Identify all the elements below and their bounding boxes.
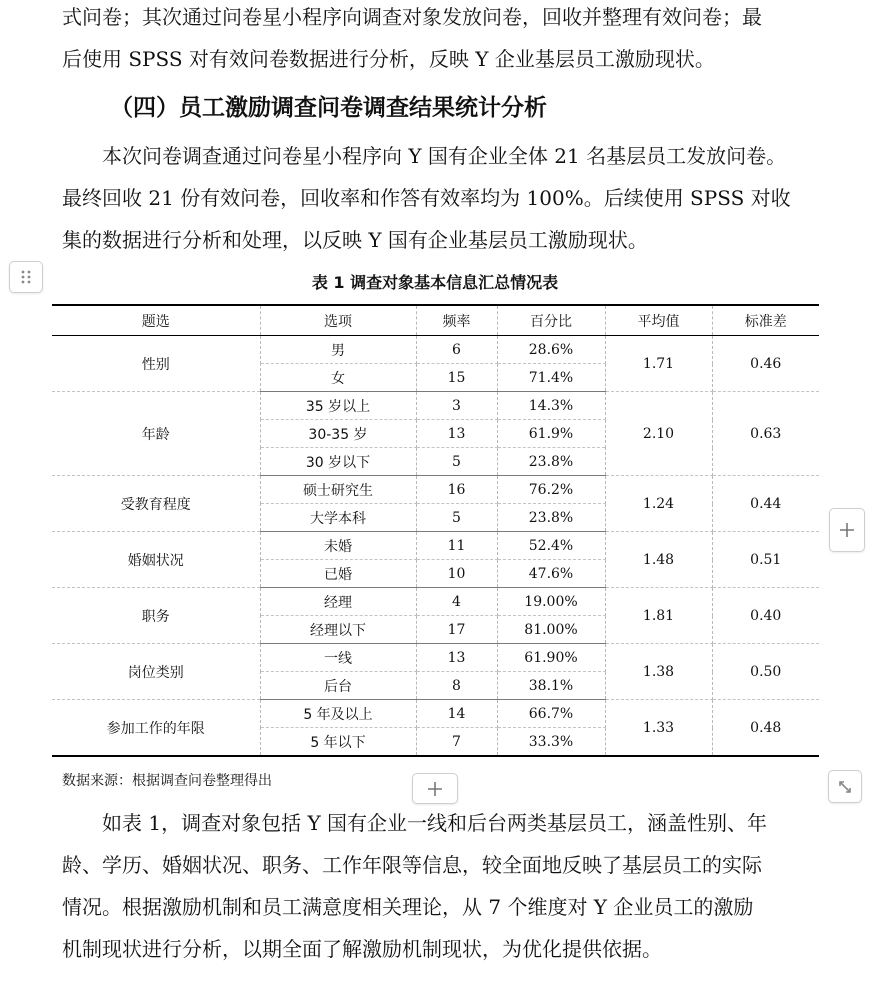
option-cell: 30-35 岁: [260, 420, 416, 448]
paragraph-line: 机制现状进行分析，以期全面了解激励机制现状，为优化提供依据。: [62, 937, 662, 961]
survey-paragraph: [62, 135, 832, 261]
frequency-cell: 8: [416, 672, 497, 700]
frequency-cell: 4: [416, 588, 497, 616]
conclusion-paragraph: [62, 802, 832, 970]
paragraph-line: 如表 1，调查对象包括 Y 国有企业一线和后台两类基层员工，涵盖性别、年: [62, 811, 767, 835]
percent-cell: 52.4%: [497, 532, 605, 560]
category-cell: 参加工作的年限: [52, 700, 260, 757]
option-cell: 后台: [260, 672, 416, 700]
mean-cell: 1.33: [605, 700, 712, 757]
option-cell: 硕士研究生: [260, 476, 416, 504]
option-cell: 经理以下: [260, 616, 416, 644]
percent-cell: 28.6%: [497, 336, 605, 364]
category-cell: 职务: [52, 588, 260, 644]
category-cell: 年龄: [52, 392, 260, 476]
paragraph-line: 龄、学历、婚姻状况、职务、工作年限等信息，较全面地反映了基层员工的实际: [62, 853, 762, 877]
table-row: [52, 336, 819, 364]
sd-cell: 0.63: [712, 392, 819, 476]
percent-cell: 66.7%: [497, 700, 605, 728]
paragraph-line: 集的数据进行分析和处理，以反映 Y 国有企业基层员工激励现状。: [62, 228, 648, 252]
option-cell: 经理: [260, 588, 416, 616]
option-cell: 男: [260, 336, 416, 364]
paragraph-line: 本次问卷调查通过问卷星小程序向 Y 国有企业全体 21 名基层员工发放问卷。: [62, 144, 787, 168]
frequency-cell: 10: [416, 560, 497, 588]
section-heading: （四）员工激励调查问卷调查结果统计分析: [110, 95, 547, 121]
mean-cell: 1.48: [605, 532, 712, 588]
percent-cell: 71.4%: [497, 364, 605, 392]
sd-cell: 0.44: [712, 476, 819, 532]
frequency-cell: 13: [416, 420, 497, 448]
plus-icon: [427, 781, 443, 797]
sd-cell: 0.51: [712, 532, 819, 588]
option-cell: 5 年以下: [260, 728, 416, 757]
paragraph-line: 式问卷；其次通过问卷星小程序向调查对象发放问卷，回收并整理有效问卷；最: [62, 5, 762, 29]
frequency-cell: 5: [416, 448, 497, 476]
table-row: [52, 700, 819, 728]
percent-cell: 47.6%: [497, 560, 605, 588]
add-row-button[interactable]: [412, 773, 458, 804]
option-cell: 5 年及以上: [260, 700, 416, 728]
mean-cell: 1.71: [605, 336, 712, 392]
demographics-table: [52, 304, 819, 757]
frequency-cell: 14: [416, 700, 497, 728]
option-cell: 一线: [260, 644, 416, 672]
sd-cell: 0.40: [712, 588, 819, 644]
plus-icon: [839, 522, 855, 538]
mean-cell: 2.10: [605, 392, 712, 476]
column-header: 频率: [416, 305, 497, 336]
paragraph-line: 后使用 SPSS 对有效问卷数据进行分析，反映 Y 企业基层员工激励现状。: [62, 47, 715, 71]
table-header-row: [52, 305, 819, 336]
frequency-cell: 6: [416, 336, 497, 364]
table-row: [52, 532, 819, 560]
category-cell: 婚姻状况: [52, 532, 260, 588]
frequency-cell: 7: [416, 728, 497, 757]
mean-cell: 1.38: [605, 644, 712, 700]
sd-cell: 0.46: [712, 336, 819, 392]
percent-cell: 81.00%: [497, 616, 605, 644]
option-cell: 30 岁以下: [260, 448, 416, 476]
column-header: 百分比: [497, 305, 605, 336]
data-source-note: 数据来源：根据调查问卷整理得出: [62, 773, 272, 789]
frequency-cell: 17: [416, 616, 497, 644]
percent-cell: 61.9%: [497, 420, 605, 448]
frequency-cell: 13: [416, 644, 497, 672]
option-cell: 未婚: [260, 532, 416, 560]
percent-cell: 19.00%: [497, 588, 605, 616]
table-caption: 表 1 调查对象基本信息汇总情况表: [311, 273, 559, 292]
paragraph-line: 情况。根据激励机制和员工满意度相关理论，从 7 个维度对 Y 企业员工的激励: [62, 895, 754, 919]
column-header: 平均值: [605, 305, 712, 336]
percent-cell: 14.3%: [497, 392, 605, 420]
column-header: 标准差: [712, 305, 819, 336]
column-header: 题选: [52, 305, 260, 336]
frequency-cell: 5: [416, 504, 497, 532]
sd-cell: 0.48: [712, 700, 819, 757]
percent-cell: 61.90%: [497, 644, 605, 672]
category-cell: 岗位类别: [52, 644, 260, 700]
category-cell: 性别: [52, 336, 260, 392]
sd-cell: 0.50: [712, 644, 819, 700]
add-column-button[interactable]: [829, 508, 865, 552]
percent-cell: 76.2%: [497, 476, 605, 504]
option-cell: 女: [260, 364, 416, 392]
option-cell: 35 岁以上: [260, 392, 416, 420]
table-row: [52, 392, 819, 420]
percent-cell: 33.3%: [497, 728, 605, 757]
frequency-cell: 3: [416, 392, 497, 420]
percent-cell: 23.8%: [497, 448, 605, 476]
mean-cell: 1.81: [605, 588, 712, 644]
frequency-cell: 16: [416, 476, 497, 504]
option-cell: 已婚: [260, 560, 416, 588]
table-resize-handle[interactable]: [828, 770, 862, 803]
resize-icon: [838, 780, 852, 794]
category-cell: 受教育程度: [52, 476, 260, 532]
intro-paragraph: [62, 0, 832, 80]
paragraph-line: 最终回收 21 份有效问卷，回收率和作答有效率均为 100%。后续使用 SPSS 对收: [62, 186, 791, 210]
frequency-cell: 11: [416, 532, 497, 560]
percent-cell: 23.8%: [497, 504, 605, 532]
frequency-cell: 15: [416, 364, 497, 392]
percent-cell: 38.1%: [497, 672, 605, 700]
table-row: [52, 476, 819, 504]
column-header: 选项: [260, 305, 416, 336]
mean-cell: 1.24: [605, 476, 712, 532]
option-cell: 大学本科: [260, 504, 416, 532]
table-row: [52, 588, 819, 616]
table-row: [52, 644, 819, 672]
